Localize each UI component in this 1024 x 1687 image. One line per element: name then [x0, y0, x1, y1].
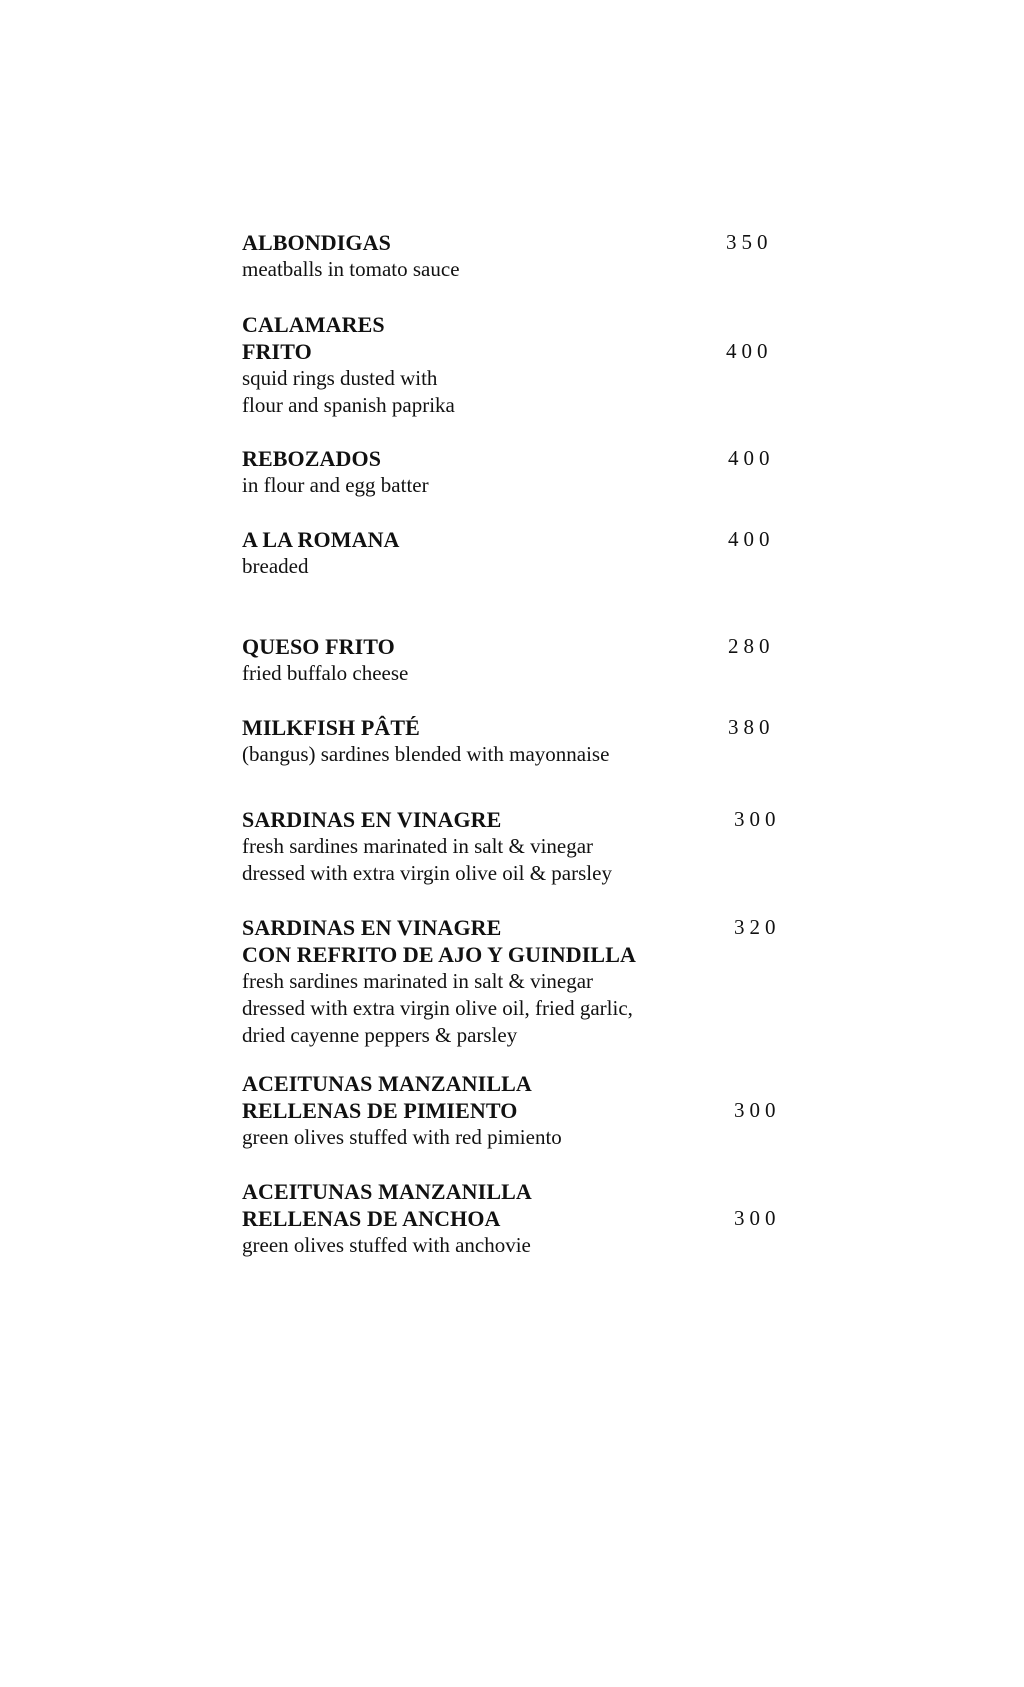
item-description: in flour and egg batter	[242, 473, 429, 497]
item-price: 280	[728, 634, 775, 658]
item-description: meatballs in tomato sauce	[242, 257, 460, 281]
item-name: SARDINAS EN VINAGRE	[242, 915, 502, 940]
item-description: green olives stuffed with red pimiento	[242, 1125, 562, 1149]
menu-item-sardinas-en-vinagre	[242, 806, 802, 887]
menu-item-a-la-romana	[242, 526, 802, 580]
menu-item-sardinas-con-refrito	[242, 914, 802, 1049]
item-description: breaded	[242, 554, 309, 578]
menu-item-queso-frito	[242, 633, 802, 687]
item-name: REBOZADOS	[242, 446, 382, 471]
item-name: QUESO FRITO	[242, 634, 395, 659]
item-name-line-2: RELLENAS DE PIMIENTO	[242, 1098, 518, 1123]
item-name: CALAMARES	[242, 312, 385, 337]
item-price: 380	[728, 715, 775, 739]
item-price: 400	[728, 527, 775, 551]
item-description: squid rings dusted with	[242, 366, 438, 390]
item-name: MILKFISH PÂTÉ	[242, 715, 420, 740]
item-name: A LA ROMANA	[242, 527, 400, 552]
menu-item-calamares-frito	[242, 311, 802, 419]
item-price: 400	[728, 446, 775, 470]
item-description: fried buffalo cheese	[242, 661, 409, 685]
item-price: 300	[734, 1098, 781, 1122]
item-description-line-2: dressed with extra virgin olive oil, fried garlic,	[242, 996, 633, 1020]
item-price: 300	[734, 1206, 781, 1230]
item-name: SARDINAS EN VINAGRE	[242, 807, 502, 832]
item-price: 320	[734, 915, 781, 939]
item-name-line-2: RELLENAS DE ANCHOA	[242, 1206, 501, 1231]
menu-item-aceitunas-pimiento	[242, 1070, 802, 1151]
item-price: 300	[734, 807, 781, 831]
item-description-line-2: dressed with extra virgin olive oil & parsley	[242, 861, 612, 885]
item-description: fresh sardines marinated in salt & vinegar	[242, 969, 594, 993]
item-name-line-2: CON REFRITO DE AJO Y GUINDILLA	[242, 942, 636, 967]
item-description: (bangus) sardines blended with mayonnaise	[242, 742, 610, 766]
item-description: fresh sardines marinated in salt & vinegar	[242, 834, 594, 858]
item-name: ACEITUNAS MANZANILLA	[242, 1071, 532, 1096]
item-name-line-2: FRITO	[242, 339, 312, 364]
menu-item-aceitunas-anchoa	[242, 1178, 802, 1259]
menu-item-milkfish-pate	[242, 714, 802, 768]
item-description: green olives stuffed with anchovie	[242, 1233, 531, 1257]
item-description-line-2: flour and spanish paprika	[242, 393, 455, 417]
item-description-line-3: dried cayenne peppers & parsley	[242, 1023, 518, 1047]
menu-item-rebozados	[242, 445, 802, 499]
item-name: ACEITUNAS MANZANILLA	[242, 1179, 532, 1204]
item-price: 350	[726, 230, 773, 254]
item-name: ALBONDIGAS	[242, 230, 391, 255]
item-price: 400	[726, 339, 773, 363]
menu-item-albondigas	[242, 229, 802, 283]
